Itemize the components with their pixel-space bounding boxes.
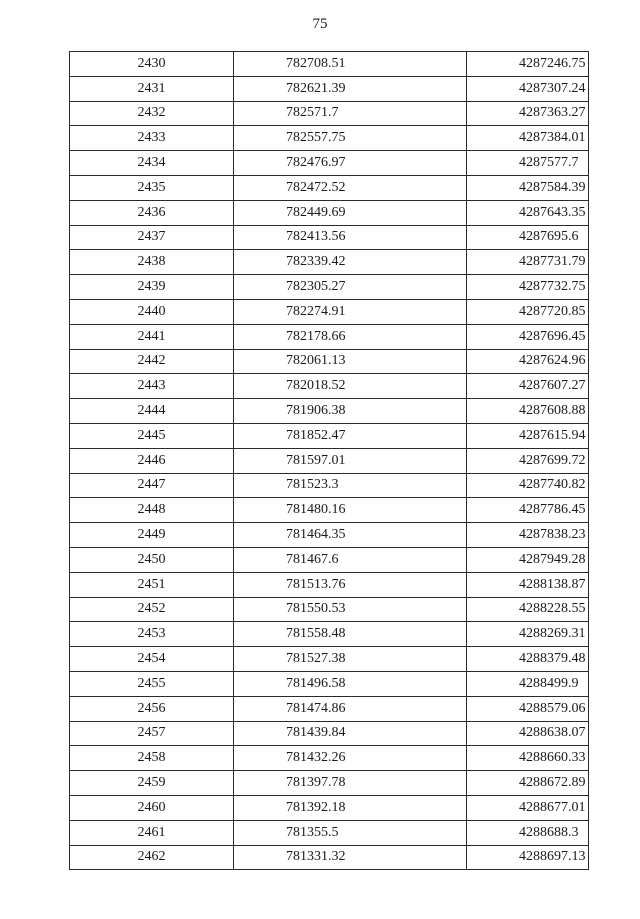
x-coordinate-cell: 781474.86 <box>234 696 467 721</box>
point-number-cell: 2440 <box>70 299 234 324</box>
point-number-cell: 2431 <box>70 76 234 101</box>
table-row <box>70 76 589 101</box>
table-row <box>70 721 589 746</box>
table-row <box>70 399 589 424</box>
x-coordinate-cell: 782449.69 <box>234 200 467 225</box>
y-coordinate-cell: 4287720.85 <box>467 299 589 324</box>
table-row <box>70 746 589 771</box>
point-number-cell: 2442 <box>70 349 234 374</box>
table-row <box>70 52 589 77</box>
point-number-cell: 2443 <box>70 374 234 399</box>
point-number-cell: 2432 <box>70 101 234 126</box>
y-coordinate-cell: 4287786.45 <box>467 498 589 523</box>
table-row <box>70 523 589 548</box>
x-coordinate-cell: 781480.16 <box>234 498 467 523</box>
point-number-cell: 2433 <box>70 126 234 151</box>
y-coordinate-cell: 4288660.33 <box>467 746 589 771</box>
x-coordinate-cell: 781392.18 <box>234 795 467 820</box>
y-coordinate-cell: 4288688.3 <box>467 820 589 845</box>
x-coordinate-cell: 781513.76 <box>234 572 467 597</box>
point-number-cell: 2460 <box>70 795 234 820</box>
y-coordinate-cell: 4287838.23 <box>467 523 589 548</box>
x-coordinate-cell: 782413.56 <box>234 225 467 250</box>
y-coordinate-cell: 4287363.27 <box>467 101 589 126</box>
y-coordinate-cell: 4288379.48 <box>467 647 589 672</box>
point-number-cell: 2448 <box>70 498 234 523</box>
x-coordinate-cell: 781331.32 <box>234 845 467 870</box>
point-number-cell: 2441 <box>70 324 234 349</box>
table-row <box>70 151 589 176</box>
y-coordinate-cell: 4288138.87 <box>467 572 589 597</box>
x-coordinate-cell: 781439.84 <box>234 721 467 746</box>
y-coordinate-cell: 4288269.31 <box>467 622 589 647</box>
y-coordinate-cell: 4287699.72 <box>467 448 589 473</box>
y-coordinate-cell: 4288697.13 <box>467 845 589 870</box>
x-coordinate-cell: 781550.53 <box>234 597 467 622</box>
table-row <box>70 200 589 225</box>
page-number: 75 <box>312 16 328 32</box>
point-number-cell: 2445 <box>70 423 234 448</box>
x-coordinate-cell: 782339.42 <box>234 250 467 275</box>
point-number-cell: 2462 <box>70 845 234 870</box>
table-row <box>70 597 589 622</box>
point-number-cell: 2438 <box>70 250 234 275</box>
point-number-cell: 2458 <box>70 746 234 771</box>
table-row <box>70 275 589 300</box>
table-row <box>70 423 589 448</box>
point-number-cell: 2456 <box>70 696 234 721</box>
y-coordinate-cell: 4288228.55 <box>467 597 589 622</box>
x-coordinate-cell: 781496.58 <box>234 671 467 696</box>
table-row <box>70 299 589 324</box>
table-row <box>70 795 589 820</box>
y-coordinate-cell: 4288499.9 <box>467 671 589 696</box>
point-number-cell: 2451 <box>70 572 234 597</box>
y-coordinate-cell: 4287740.82 <box>467 473 589 498</box>
point-number-cell: 2437 <box>70 225 234 250</box>
table-row <box>70 374 589 399</box>
y-coordinate-cell: 4287732.75 <box>467 275 589 300</box>
table-body <box>70 52 589 870</box>
point-number-cell: 2452 <box>70 597 234 622</box>
coordinates-table <box>69 51 589 870</box>
y-coordinate-cell: 4288579.06 <box>467 696 589 721</box>
table-row <box>70 175 589 200</box>
table-row <box>70 845 589 870</box>
point-number-cell: 2439 <box>70 275 234 300</box>
table-row <box>70 225 589 250</box>
point-number-cell: 2446 <box>70 448 234 473</box>
y-coordinate-cell: 4287608.88 <box>467 399 589 424</box>
x-coordinate-cell: 782178.66 <box>234 324 467 349</box>
x-coordinate-cell: 782018.52 <box>234 374 467 399</box>
table-row <box>70 572 589 597</box>
table-row <box>70 820 589 845</box>
y-coordinate-cell: 4287731.79 <box>467 250 589 275</box>
y-coordinate-cell: 4288677.01 <box>467 795 589 820</box>
y-coordinate-cell: 4288672.89 <box>467 771 589 796</box>
point-number-cell: 2459 <box>70 771 234 796</box>
y-coordinate-cell: 4287607.27 <box>467 374 589 399</box>
table-row <box>70 126 589 151</box>
y-coordinate-cell: 4287246.75 <box>467 52 589 77</box>
point-number-cell: 2450 <box>70 547 234 572</box>
point-number-cell: 2434 <box>70 151 234 176</box>
table-row <box>70 622 589 647</box>
table-row <box>70 547 589 572</box>
x-coordinate-cell: 782472.52 <box>234 175 467 200</box>
point-number-cell: 2453 <box>70 622 234 647</box>
point-number-cell: 2455 <box>70 671 234 696</box>
x-coordinate-cell: 782621.39 <box>234 76 467 101</box>
x-coordinate-cell: 781523.3 <box>234 473 467 498</box>
table-row <box>70 324 589 349</box>
point-number-cell: 2435 <box>70 175 234 200</box>
y-coordinate-cell: 4287584.39 <box>467 175 589 200</box>
x-coordinate-cell: 782476.97 <box>234 151 467 176</box>
point-number-cell: 2449 <box>70 523 234 548</box>
point-number-cell: 2436 <box>70 200 234 225</box>
point-number-cell: 2447 <box>70 473 234 498</box>
point-number-cell: 2444 <box>70 399 234 424</box>
table-row <box>70 101 589 126</box>
x-coordinate-cell: 781906.38 <box>234 399 467 424</box>
table-row <box>70 647 589 672</box>
x-coordinate-cell: 781464.35 <box>234 523 467 548</box>
x-coordinate-cell: 782571.7 <box>234 101 467 126</box>
point-number-cell: 2457 <box>70 721 234 746</box>
x-coordinate-cell: 782274.91 <box>234 299 467 324</box>
x-coordinate-cell: 782557.75 <box>234 126 467 151</box>
table-row <box>70 473 589 498</box>
x-coordinate-cell: 781432.26 <box>234 746 467 771</box>
x-coordinate-cell: 781597.01 <box>234 448 467 473</box>
table-row <box>70 448 589 473</box>
table-row <box>70 671 589 696</box>
y-coordinate-cell: 4287615.94 <box>467 423 589 448</box>
y-coordinate-cell: 4287695.6 <box>467 225 589 250</box>
x-coordinate-cell: 781397.78 <box>234 771 467 796</box>
point-number-cell: 2461 <box>70 820 234 845</box>
y-coordinate-cell: 4287577.7 <box>467 151 589 176</box>
y-coordinate-cell: 4287307.24 <box>467 76 589 101</box>
x-coordinate-cell: 782708.51 <box>234 52 467 77</box>
table-row <box>70 696 589 721</box>
x-coordinate-cell: 781527.38 <box>234 647 467 672</box>
table-row <box>70 349 589 374</box>
y-coordinate-cell: 4288638.07 <box>467 721 589 746</box>
point-number-cell: 2454 <box>70 647 234 672</box>
y-coordinate-cell: 4287384.01 <box>467 126 589 151</box>
point-number-cell: 2430 <box>70 52 234 77</box>
y-coordinate-cell: 4287643.35 <box>467 200 589 225</box>
y-coordinate-cell: 4287624.96 <box>467 349 589 374</box>
table-row <box>70 250 589 275</box>
x-coordinate-cell: 781355.5 <box>234 820 467 845</box>
table-row <box>70 771 589 796</box>
x-coordinate-cell: 781467.6 <box>234 547 467 572</box>
table-row <box>70 498 589 523</box>
y-coordinate-cell: 4287949.28 <box>467 547 589 572</box>
x-coordinate-cell: 781852.47 <box>234 423 467 448</box>
x-coordinate-cell: 781558.48 <box>234 622 467 647</box>
y-coordinate-cell: 4287696.45 <box>467 324 589 349</box>
x-coordinate-cell: 782061.13 <box>234 349 467 374</box>
x-coordinate-cell: 782305.27 <box>234 275 467 300</box>
